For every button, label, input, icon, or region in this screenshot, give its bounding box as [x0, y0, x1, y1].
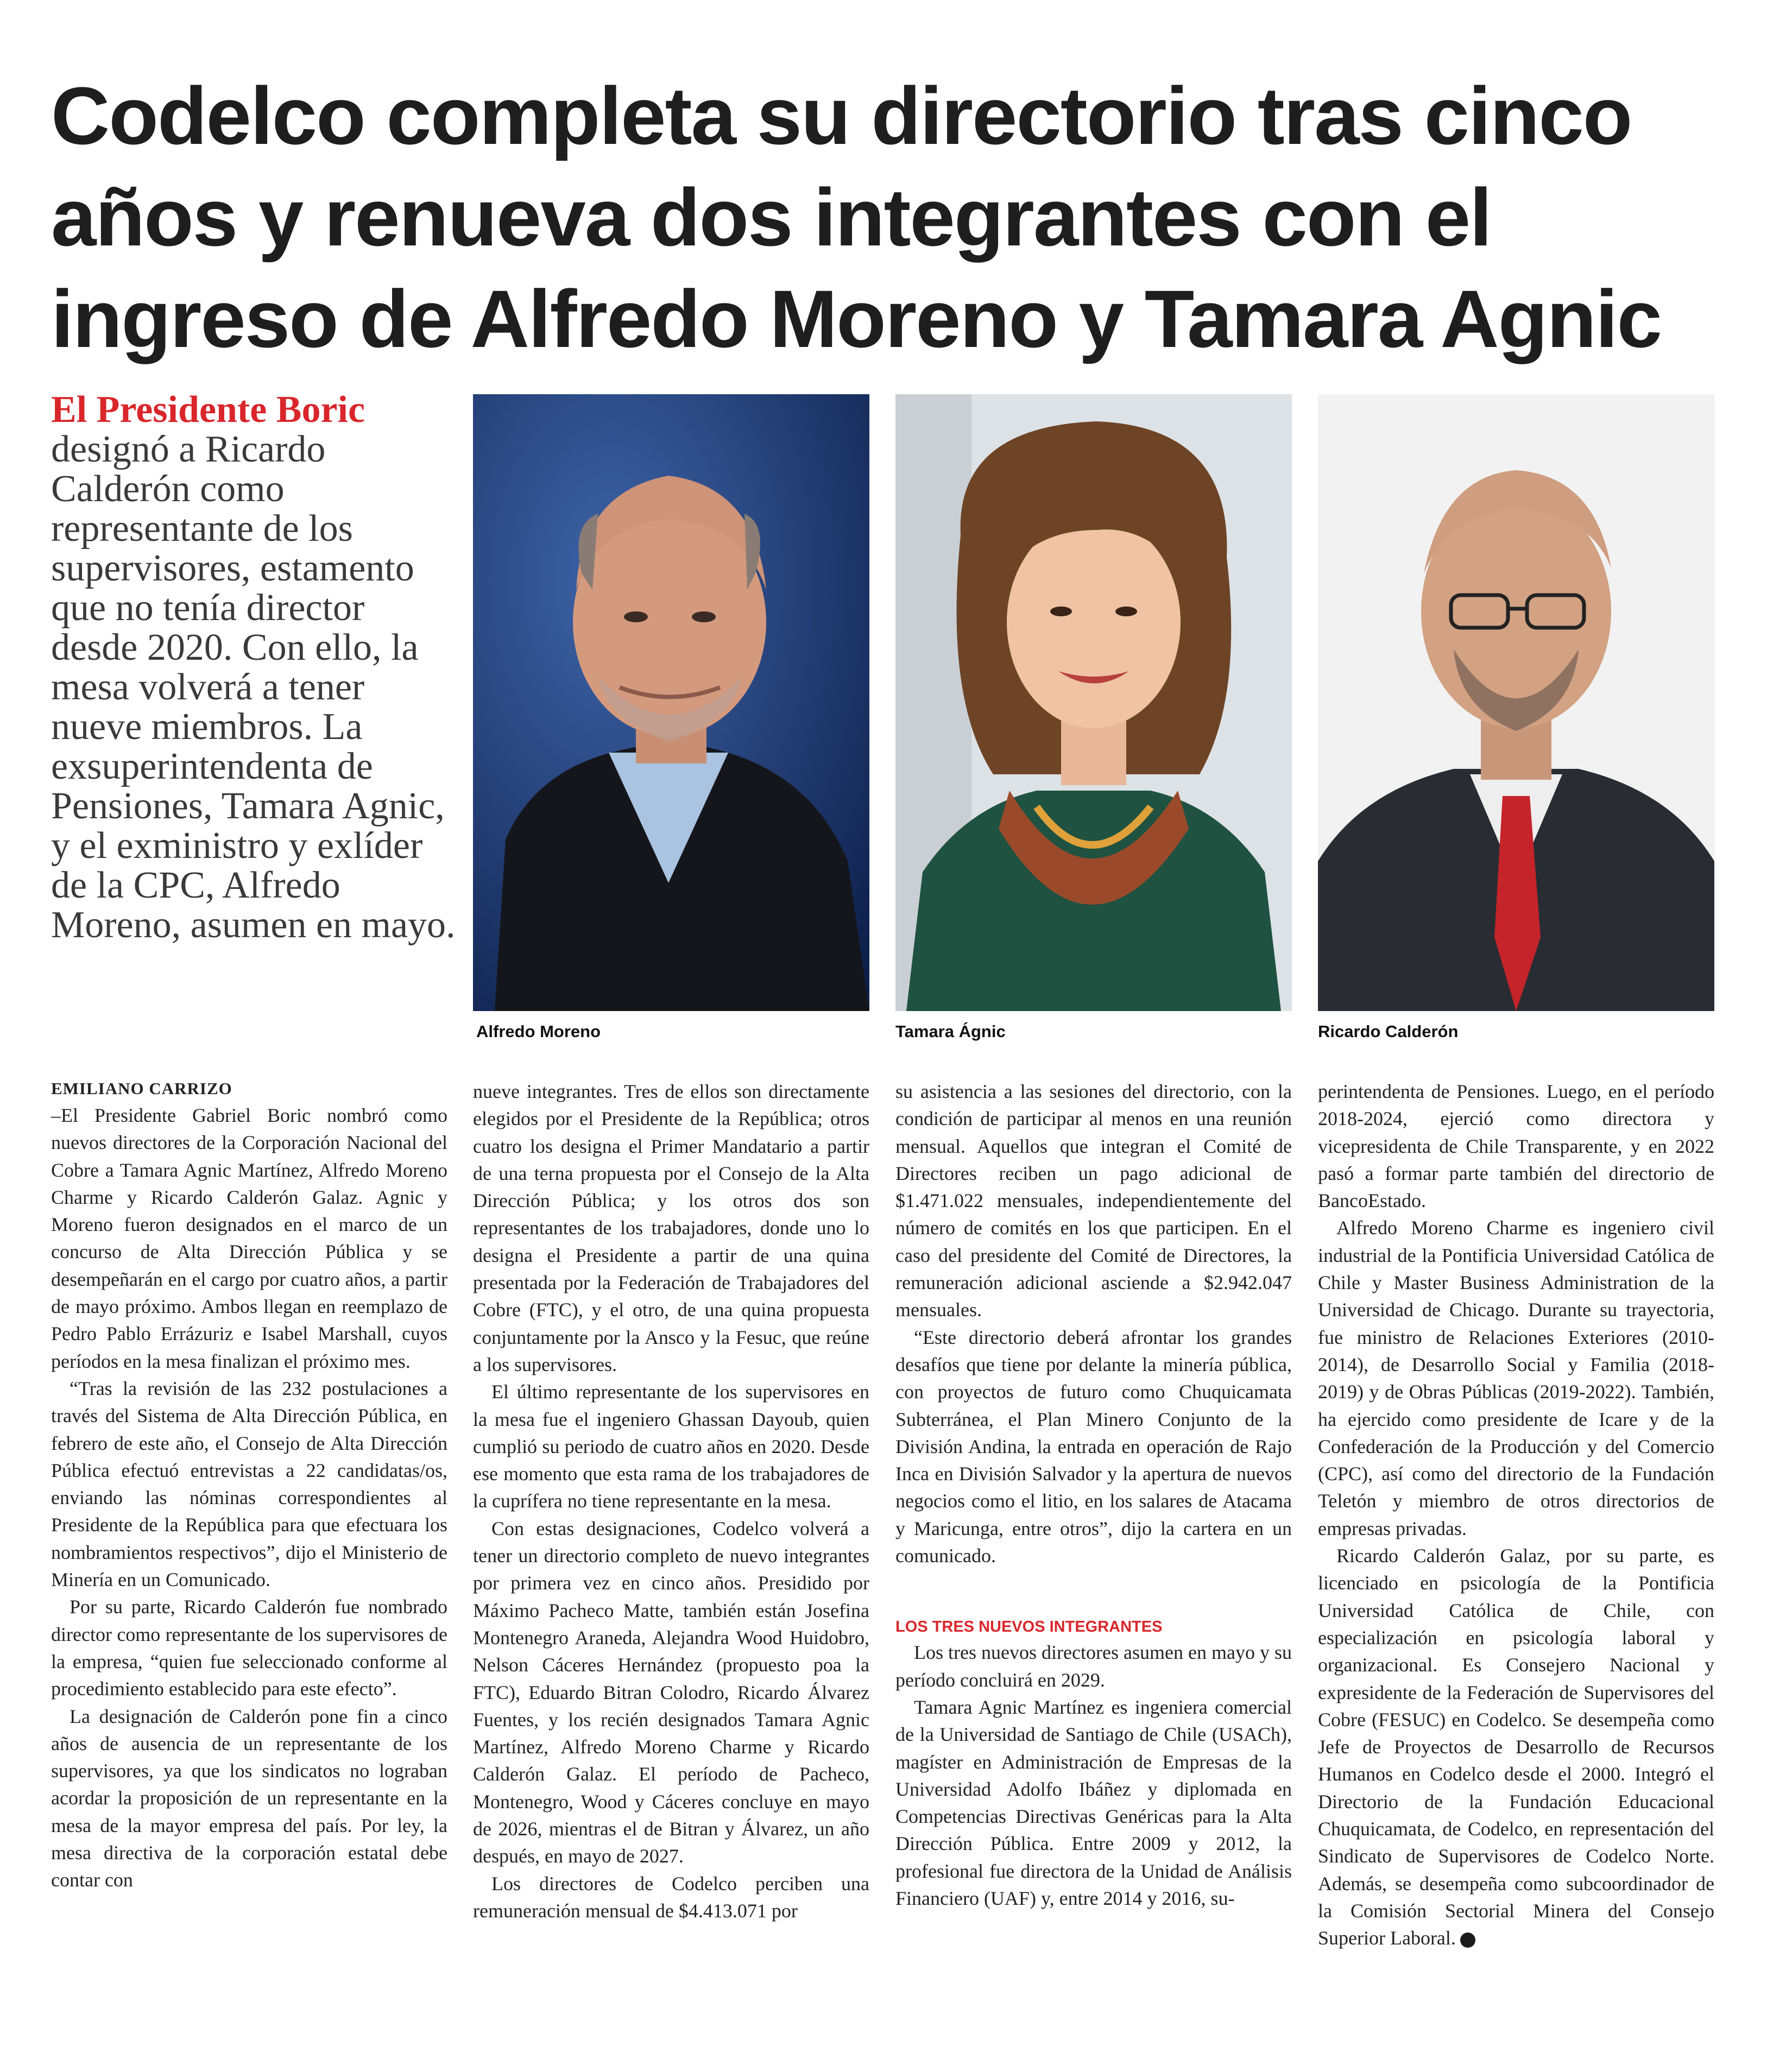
photo-alfredo-moreno: [473, 394, 869, 1011]
article-paragraph: Con estas designaciones, Codelco volverá a tener un directorio completo de nuevo integrantes por primera vez en cinco años. Presidido por Máximo Pacheco Matte, también están Josefina Montenegro Araneda, Alejandra Wood Huidobro, Nelson Cáceres Hernández (propuesto poa la FTC), Eduardo Bitran Colodro, Ricardo Álvarez Fuentes, y los recién designados Tamara Agnic Martínez, Alfredo Moreno Charme y Ricardo Calderón Galaz. El período de Pacheco, Montenegro, Wood y Cáceres concluye en mayo de 2026, mientras el de Bitran y Álvarez, un año después, en mayo de 2027.: [473, 1517, 869, 1867]
lead-kicker: El Presidente Boric: [51, 389, 365, 431]
article-column-1: [51, 1078, 447, 1894]
article-column-2: [473, 1078, 869, 1924]
lead-summary: [51, 390, 458, 945]
photo-ricardo-calderon: [1318, 394, 1714, 1011]
article-column-4: [1318, 1078, 1714, 1952]
article-paragraph: “Este directorio deberá afrontar los grandes desafíos que tiene por delante la minería pública, con proyectos de futuro como Chuquicamata Subterránea, el Plan Minero Conjunto de la División Andina, la entrada en operación de Rajo Inca en División Salvador y la apertura de nuevos negocios como el litio, en los salares de Atacama y Maricunga, entre otros”, dijo la cartera en un comunicado.: [895, 1326, 1292, 1567]
article-column-3: [895, 1078, 1292, 1912]
article-paragraph: Los directores de Codelco perciben una remuneración mensual de $4.413.071 por: [473, 1872, 869, 1922]
article-paragraph: Por su parte, Ricardo Calderón fue nombrado director como representante de los supervisores de la empresa, “quien fue seleccionado conforme al procedimiento establecido para este efecto”.: [51, 1596, 447, 1700]
headline: Codelco completa su directorio tras cinco años y renueva dos integrantes con el ingreso de Alfredo Moreno y Tamara Agnic: [51, 70, 1661, 364]
lead-text: designó a Ricardo Calderón como representante de los supervisores, estamento que no tenía director desde 2020. Con ello, la mesa volverá a tener nueve miembros. La exsuperintendenta de Pensiones, Tamara Agnic, y el exministro y exlíder de la CPC, Alfredo Moreno, asumen en mayo.: [51, 428, 456, 946]
article-paragraph: [1318, 1542, 1714, 1952]
byline: EMILIANO CARRIZO: [51, 1079, 232, 1098]
article-paragraph: –El Presidente Gabriel Boric nombró como nuevos directores de la Corporación Nacional del Cobre a Tamara Agnic Martínez, Alfredo Moreno Charme y Ricardo Calderón Galaz. Agnic y Moreno fueron designados en el marco de un concurso de Alta Dirección Pública y se desempeñarán en el cargo por cuatro años, a partir de mayo próximo. Ambos llegan en reemplazo de Pedro Pablo Errázuriz e Isabel Marshall, cuyos períodos en la mesa finalizan el próximo mes.: [51, 1104, 447, 1372]
article-paragraph: Alfredo Moreno Charme es ingeniero civil industrial de la Pontificia Universidad Católica de Chile y Master Business Administration de la Universidad de Chicago. Durante su trayectoria, fue ministro de Relaciones Exteriores (2010-2014), de Desarrollo Social y Familia (2018-2019) y de Obras Públicas (2019-2022). También, ha ejercido como presidente de Icare y de la Confederación de la Producción y del Comercio (CPC), así como del directorio de la Fundación Teletón y miembro de otros directorios de empresas privadas.: [1318, 1217, 1714, 1539]
article-text: Ricardo Calderón Galaz, por su parte, es licenciado en psicología de la Pontificia Universidad Católica de Chile, con especialización en psicología laboral y organizacional. Es Consejero Nacional y expresidente de la Federación de Supervisores del Cobre (FESUC) en Codelco. Se desempeña como Jefe de Proyectos de Desarrollo de Recursos Humanos en Codelco desde el 2000. Integró el Directorio de la Fundación Educacional Chuquicamata, de Codelco, en representación del Sindicato de Supervisores de Codelco Norte. Además, se desempeña como subcoordinador de la Comisión Sectorial Minera del Consejo Superior Laboral.: [1318, 1545, 1714, 1949]
photo-caption: Ricardo Calderón: [1318, 1022, 1459, 1041]
photo-tamara-agnic: [895, 394, 1292, 1011]
article-paragraph: perintendenta de Pensiones. Luego, en el período 2018-2024, ejerció como directora y vicepresidenta de Chile Transparente, y en 2022 pasó a formar parte también del directorio de BancoEstado.: [1318, 1081, 1714, 1212]
article-paragraph: su asistencia a las sesiones del directorio, con la condición de participar al menos en una reunión mensual. Aquellos que integran el Comité de Directores reciben un pago adicional de $1.471.022 mensuales, independientemente del número de comités en los que participen. En el caso del presidente del Comité de Directores, la remuneración adicional asciende a $2.942.047 mensuales.: [895, 1081, 1292, 1321]
article-paragraph: nueve integrantes. Tres de ellos son directamente elegidos por el Presidente de la República; otros cuatro los designa el Primer Mandatario a partir de una terna propuesta por el Consejo de la Alta Dirección Pública; y los otros dos son representantes de los trabajadores, donde uno lo designa el Presidente a partir de una quina presentada por la Federación de Trabajadores del Cobre (FTC), y el otro, de una quina propuesta conjuntamente por la Ansco y la Fesuc, que reúne a los supervisores.: [473, 1081, 869, 1375]
photo-caption: Alfredo Moreno: [476, 1022, 601, 1041]
article-paragraph: “Tras la revisión de las 232 postulaciones a través del Sistema de Alta Dirección Pública, en febrero de este año, el Consejo de Alta Dirección Pública efectuó entrevistas a 22 candidatas/os, enviando las nóminas correspondientes al Presidente de la República para que efectuara los nombramientos respectivos”, dijo el Ministerio de Minería en un Comunicado.: [51, 1377, 447, 1591]
article-paragraph: Tamara Agnic Martínez es ingeniera comercial de la Universidad de Santiago de Chile (USACh), magíster en Administración de Empresas de la Universidad Adolfo Ibáñez y diplomada en Competencias Directivas Genéricas para la Alta Dirección Pública. Entre 2009 y 2012, la profesional fue directora de la Unidad de Análisis Financiero (UAF) y, entre 2014 y 2016, su-: [895, 1696, 1292, 1910]
article-paragraph: Los tres nuevos directores asumen en mayo y su período concluirá en 2029.: [895, 1641, 1292, 1691]
section-subhead: LOS TRES NUEVOS INTEGRANTES: [895, 1618, 1163, 1636]
article-paragraph: El último representante de los supervisores en la mesa fue el ingeniero Ghassan Dayoub, quien cumplió su periodo de cuatro años en 2020. Desde ese momento que esta rama de los trabajadores de la cuprífera no tiene representante en la mesa.: [473, 1381, 869, 1512]
article-paragraph: La designación de Calderón pone fin a cinco años de ausencia de un representante de los supervisores, ya que los sindicatos no lograban acordar la proposición de un representante en la mesa de la mayor empresa del país. Por ley, la mesa directiva de la corporación estatal debe contar con: [51, 1705, 447, 1891]
end-mark-icon: P: [1460, 1933, 1475, 1948]
photo-caption: Tamara Ágnic: [895, 1022, 1006, 1041]
